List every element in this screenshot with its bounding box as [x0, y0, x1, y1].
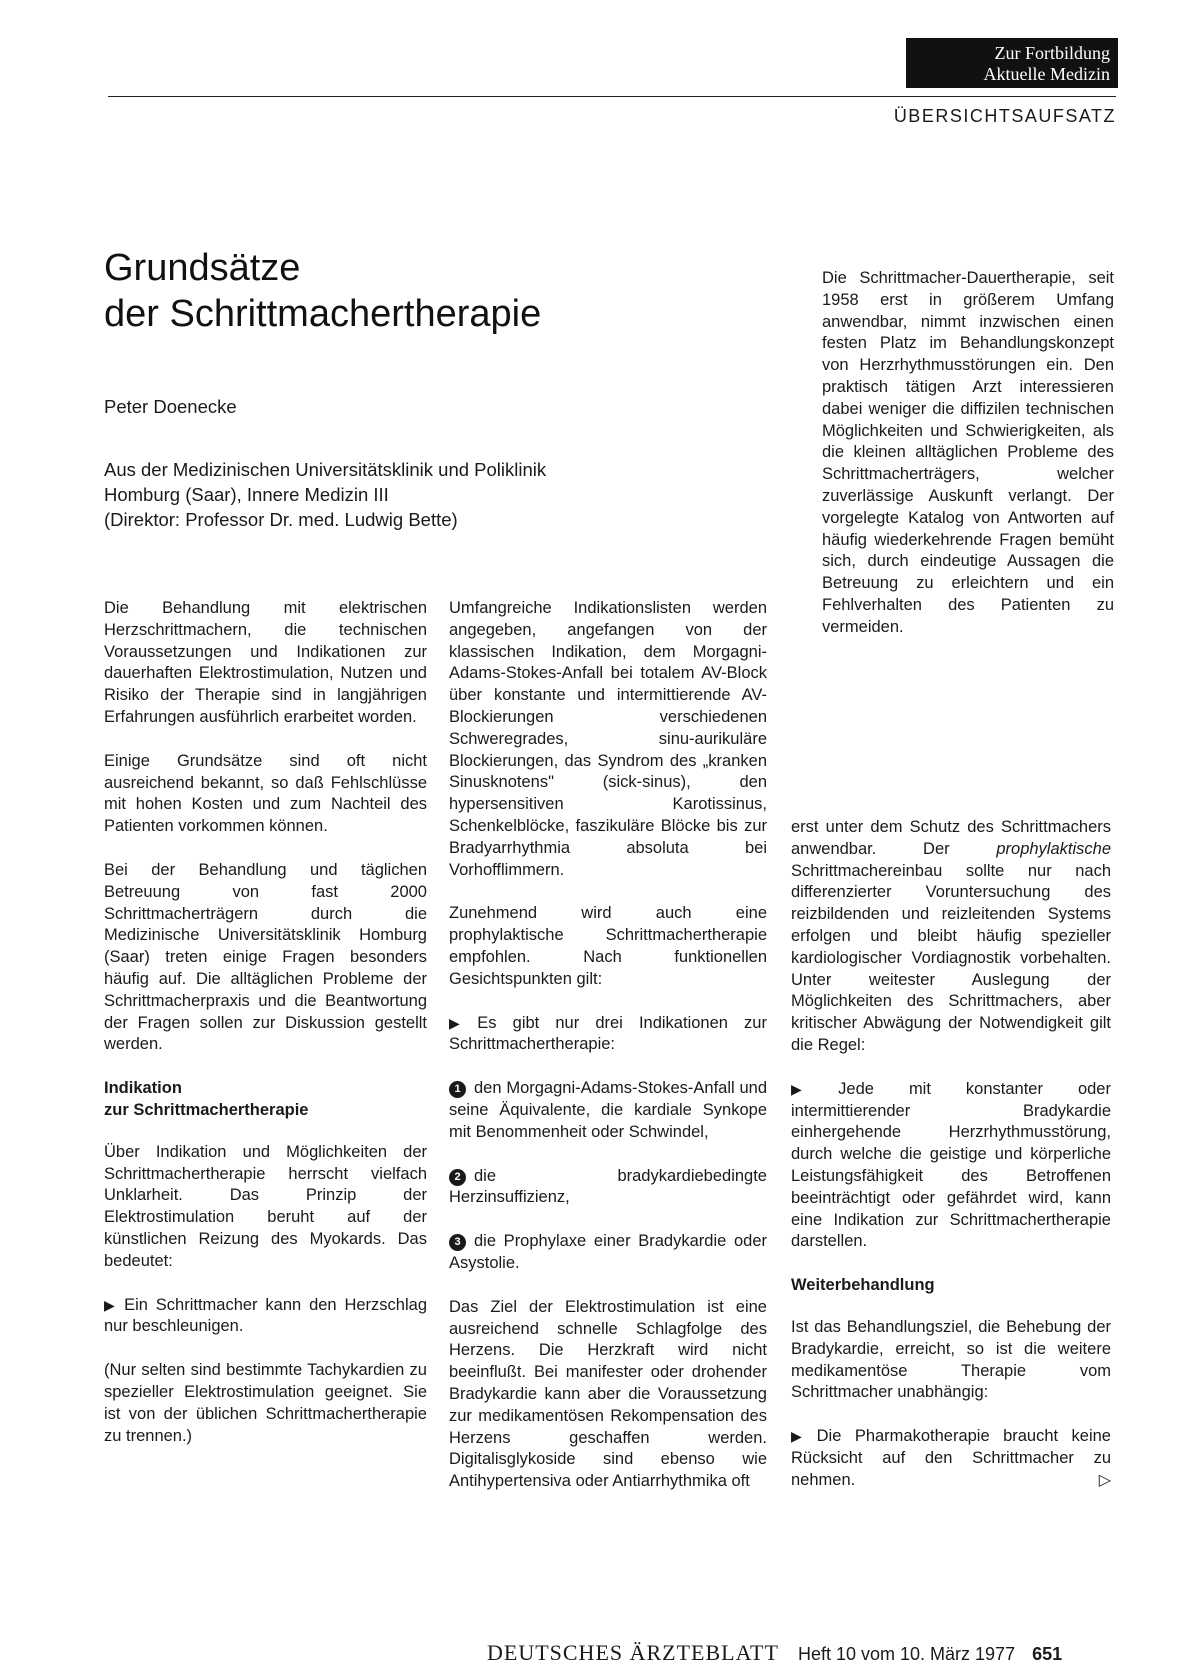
list-item [449, 1078, 767, 1143]
list-item [449, 1231, 767, 1275]
heading-line1: Indikation [104, 1079, 182, 1098]
number-1-icon: 1 [449, 1081, 466, 1098]
key-statement [449, 1013, 767, 1057]
triangle-bullet-icon: ▶ [104, 1296, 119, 1313]
heading-line2: zur Schrittmachertherapie [104, 1100, 309, 1119]
text-column-1 [104, 598, 427, 1447]
key-statement-text: Jede mit konstanter oder intermittierender Bradykardie einhergehende Herzrhythmusstörung, durch welche die geistige und körperliche Leistungsfähigkeit des Betroffenen beeinträchtigt oder gefährdet wird, kann eine Indikation zur Schrittmachertherapie darstellen. [791, 1079, 1111, 1251]
author-affiliation [104, 457, 546, 532]
intro-abstract [822, 268, 1114, 639]
list-item-text: den Morgagni-Adams-Stokes-Anfall und seine Äquivalente, die kardiale Synkope mit Benommenheit oder Schwindel, [449, 1079, 767, 1141]
number-3-icon: 3 [449, 1234, 466, 1251]
emphasis-text: prophylaktische [996, 839, 1111, 858]
continued-arrow-icon: ▷ [1098, 1471, 1111, 1489]
section-heading-weiterbehandlung: Weiterbehandlung [791, 1276, 935, 1295]
paragraph-part: erst unter dem Schutz des Schrittmachers anwendbar. Der [791, 818, 1111, 858]
paragraph: Die Behandlung mit elektrischen Herzschrittmachern, die technischen Voraussetzungen und Indikationen zur dauerhaften Elektrostimulation, Nutzen und Risiko der Therapie sind in langjährigen Erfahrungen ausführlich erarbeitet worden. [104, 599, 427, 726]
paragraph: Umfangreiche Indikationslisten werden angegeben, angefangen von der klassischen Indikation, dem Morgagni-Adams-Stokes-Anfall bei totalem AV-Block über konstante und intermittierende AV-Blockierungen verschiedenen Schweregrades, sinu-aurikuläre Blockierungen, das Syndrom des „kranken Sinusknotens" (sick-sinus), den hypersensitiven Karotissinus, Schenkelblöcke, faszikuläre Blöcke bis zur Bradyarrhythmia absoluta bei Vorhofflimmern. [449, 599, 767, 879]
triangle-bullet-icon: ▶ [791, 1080, 833, 1097]
key-statement-text: Die Pharmakotherapie braucht keine Rücksicht auf den Schrittmacher zu nehmen. [791, 1427, 1111, 1489]
key-statement-text: Ein Schrittmacher kann den Herzschlag nur beschleunigen. [104, 1295, 427, 1336]
paragraph: (Nur selten sind bestimmte Tachykardien zu spezieller Elektrostimulation geeignet. Sie ist von der üblichen Schrittmachertherapie zu trennen.) [104, 1361, 427, 1445]
paragraph: Das Ziel der Elektrostimulation ist eine ausreichend schnelle Schlagfolge des Herzens. Die Herzkraft wird nicht beeinflußt. Bei manifester oder drohender Bradykardie kann aber die Voraussetzung zur medikamentösen Rekompensation des Herzens geschaffen werden. Digitalisglykoside sind ebenso wie Antihypertensiva oder Antiarrhythmika oft [449, 1297, 767, 1491]
list-item-text: die bradykardiebedingte Herzinsuffizienz, [449, 1166, 767, 1207]
section-label-line1: Zur Fortbildung [994, 43, 1110, 63]
affiliation-line2: Homburg (Saar), Innere Medizin III [104, 484, 389, 505]
paragraph: Über Indikation und Möglichkeiten der Schrittmachertherapie herrscht vielfach Unklarheit. Das Prinzip der Elektrostimulation beruht auf der künstlichen Reizung des Myokards. Das bedeutet: [104, 1142, 427, 1270]
paragraph: Ist das Behandlungsziel, die Behebung der Bradykardie, erreicht, so ist die weitere medikamentöse Therapie vom Schrittmacher unabhängig: [791, 1317, 1111, 1402]
article-title-line1: Grundsätze [104, 247, 301, 289]
list-item-text: die Prophylaxe einer Bradykardie oder Asystolie. [449, 1232, 767, 1272]
issue-info: Heft 10 vom 10. März 1977 [797, 1644, 1016, 1664]
paragraph: Einige Grundsätze sind oft nicht ausreichend bekannt, so daß Fehlschlüsse mit hohen Kosten und zum Nachteil des Patienten vorkommen können. [104, 751, 427, 836]
page-number: 651 [1032, 1644, 1063, 1664]
page-footer [487, 1640, 1062, 1666]
list-item [449, 1166, 767, 1210]
number-2-icon: 2 [449, 1169, 466, 1186]
article-title [104, 245, 541, 337]
section-label-line2: Aktuelle Medizin [983, 64, 1110, 84]
key-statement [791, 1426, 1111, 1491]
text-column-2 [449, 598, 767, 1493]
article-author: Peter Doenecke [104, 396, 237, 417]
key-statement-text: Es gibt nur drei Indikationen zur Schrittmachertherapie: [449, 1013, 767, 1054]
paragraph: Bei der Behandlung und täglichen Betreuung von fast 2000 Schrittmacherträgern durch die Medizinische Universitätsklinik Homburg (Saar) treten einige Fragen besonders häufig auf. Die alltäglichen Probleme der Schrittmacherpraxis und die Beantwortung der Fragen sollen zur Diskussion gestellt werden. [104, 860, 427, 1054]
text-column-3 [791, 817, 1111, 1492]
paragraph [791, 817, 1111, 1057]
header-rule [108, 96, 1116, 97]
key-statement [791, 1079, 1111, 1253]
article-title-line2: der Schrittmachertherapie [104, 293, 542, 335]
section-heading-indikation [104, 1078, 427, 1122]
key-statement [104, 1295, 427, 1339]
journal-name: DEUTSCHES ÄRZTEBLATT [487, 1640, 779, 1665]
affiliation-line1: Aus der Medizinischen Universitätsklinik und Poliklinik [104, 459, 547, 480]
triangle-bullet-icon: ▶ [791, 1428, 811, 1445]
section-label [906, 38, 1118, 88]
paragraph: Zunehmend wird auch eine prophylaktische Schrittmachertherapie empfohlen. Nach funktionellen Gesichtspunkten gilt: [449, 904, 767, 988]
paragraph-part: Schrittmachereinbau sollte nur nach differenzierter Voruntersuchung des reizbildenden und reizleitenden Systems erfolgen und bleibt häufig spezieller kardiologischer Vordiagnostik vorbehalten. Unter weitester Auslegung der Möglichkeiten des Schrittmachers, aber kritischer Abwägung der Notwendigkeit gilt die Regel: [791, 861, 1111, 1054]
triangle-bullet-icon: ▶ [449, 1014, 472, 1031]
affiliation-line3: (Direktor: Professor Dr. med. Ludwig Bette) [104, 509, 458, 530]
article-category: ÜBERSICHTSAUFSATZ [893, 106, 1116, 126]
intro-paragraph: Die Schrittmacher-Dauertherapie, seit 1958 erst in größerem Umfang anwendbar, nimmt inzwischen einen festen Platz im Behandlungskonzept von Herzrhythmusstörungen ein. Den praktisch tätigen Arzt interessieren dabei weniger die diffizilen technischen Möglichkeiten und Schwierigkeiten, als die kleinen alltäglichen Probleme des Schrittmacherträgers, welcher zuverlässige Auskunft verlangt. Der vorgelegte Katalog von Antworten auf häufig wiederkehrende Fragen bemüht sich, durch eindeutige Aussagen die Betreuung zu erleichtern und ein Fehlverhalten des Patienten zu vermeiden. [822, 269, 1114, 636]
